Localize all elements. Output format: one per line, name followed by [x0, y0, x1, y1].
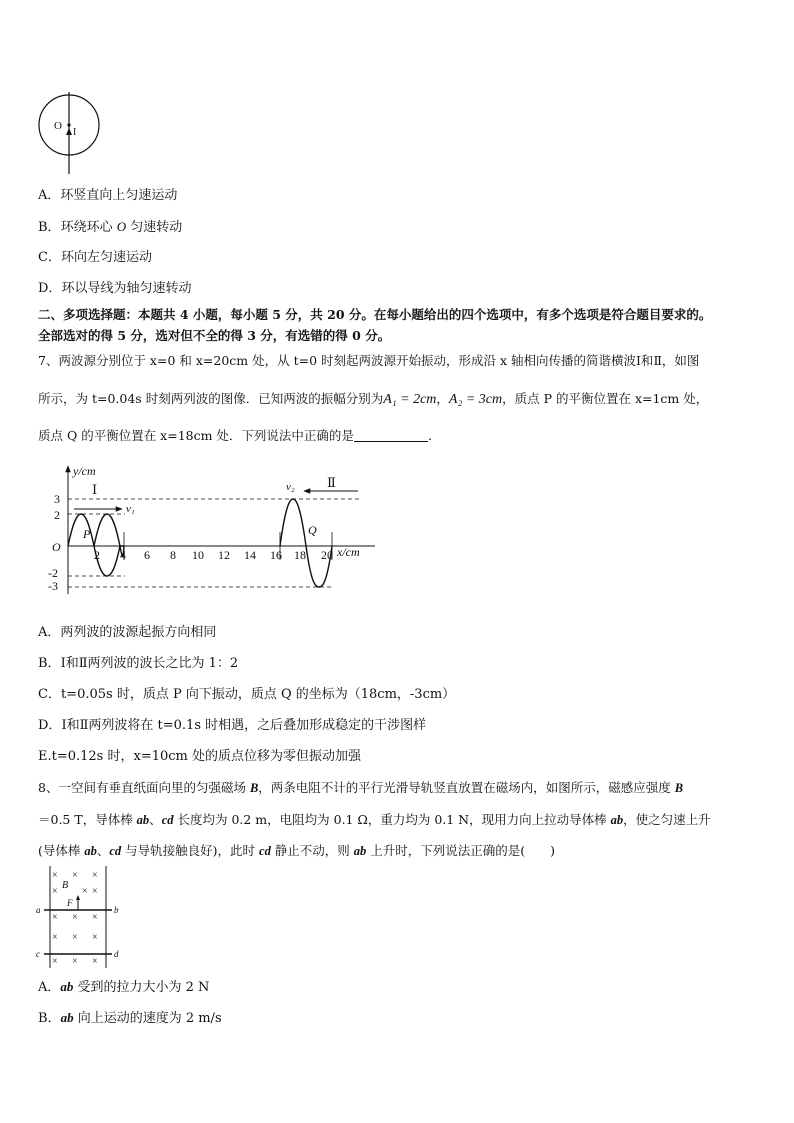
cross-mark: ×: [92, 886, 98, 897]
rail-label-c: c: [36, 949, 40, 959]
q7-option-d: D．Ⅰ和Ⅱ两列波将在 t=0.1s 时相遇，之后叠加形成稳定的干涉图样: [38, 718, 427, 733]
cross-mark: ×: [72, 932, 78, 943]
q8-option-b: B．ab 向上运动的速度为 2 m/s: [38, 1010, 222, 1026]
wave-2-label: Ⅱ: [327, 475, 336, 490]
ring-center-dot: [67, 123, 70, 126]
q7-line3: 质点 Q 的平衡位置在 x=18cm 处．下列说法中正确的是 ．: [38, 428, 441, 443]
cross-mark: ×: [72, 956, 78, 967]
q7-option-c: C．t=0.05s 时，质点 P 向下振动，质点 Q 的坐标为（18cm，-3cm）: [38, 687, 456, 702]
q7-line1: 7、两波源分别位于 x=0 和 x=20cm 处，从 t=0 时刻起两波源开始振动，形成沿 x 轴相向传播的简谐横波Ⅰ和Ⅱ，如图: [38, 353, 700, 368]
q6-option-a: A．环竖直向上匀速运动: [38, 188, 178, 203]
x-tick-12: 12: [218, 548, 230, 562]
wave-1-label: Ⅰ: [92, 482, 98, 497]
amplitude-a2: A₂ = 3cm: [448, 392, 503, 407]
y-axis-label: y/cm: [73, 464, 96, 478]
q6-option-d: D．环以导线为轴匀速转动: [38, 281, 192, 296]
q6-option-b: B．环绕环心 O 匀速转动: [38, 219, 183, 235]
rail-figure: [36, 866, 122, 970]
wave-figure: [40, 462, 390, 602]
q7-option-a: A．两列波的波源起振方向相同: [38, 625, 217, 640]
cross-mark: ×: [52, 870, 58, 881]
cross-mark: ×: [92, 870, 98, 881]
q8-line1: 8、一空间有垂直纸面向里的匀强磁场 B，两条电阻不计的平行光滑导轨竖直放置在磁场内，如图所示，磁感应强度 B: [38, 780, 684, 795]
x-tick-2: 2: [94, 548, 100, 562]
amplitude-a1: A₁ = 2cm: [383, 392, 437, 407]
q7-line2: 所示，为 t=0.04s 时刻两列波的图像．已知两波的振幅分别为A₁ = 2cm，A₂ = 3cm，质点 P 的平衡位置在 x=1cm 处，: [38, 391, 709, 407]
q8-line2: ＝0.5 T，导体棒 ab、cd 长度均为 0.2 m，电阻均为 0.1 Ω，重力均为 0.1 N，现用力向上拉动导体棒 ab，使之匀速上升: [38, 812, 711, 827]
rail-label-f: F: [67, 898, 73, 908]
cross-mark: ×: [72, 870, 78, 881]
x-tick-16: 16: [270, 548, 282, 562]
cross-mark: ×: [52, 912, 58, 923]
x-tick-18: 18: [294, 548, 306, 562]
x-tick-10: 10: [192, 548, 204, 562]
current-arrow-icon: [66, 128, 72, 135]
force-arrowhead-icon: [76, 895, 80, 900]
x-tick-14: 14: [244, 548, 256, 562]
x-tick-8: 8: [170, 548, 176, 562]
v1-label: v₁: [126, 503, 135, 515]
origin-label: O: [52, 540, 61, 554]
wave-2-curve: [280, 499, 332, 587]
q7-option-e: E.t=0.12s 时，x=10cm 处的质点位移为零但振动加强: [38, 749, 361, 764]
point-q-label: Q: [308, 523, 317, 537]
cross-mark: ×: [52, 956, 58, 967]
rail-label-a: a: [36, 905, 41, 915]
v2-label: v₂: [286, 481, 295, 493]
y-tick-3: 3: [54, 492, 60, 506]
wave-1-curve: [68, 514, 124, 576]
rail-label-b-field: B: [62, 880, 69, 891]
x-tick-4: 4: [120, 548, 126, 562]
ring-wire-figure: [36, 92, 106, 176]
section2-line1: 二、多项选择题：本题共 4 小题，每小题 5 分，共 20 分。在每小题给出的四个选项中，有多个选项是符合题目要求的。: [38, 307, 712, 322]
section2-line2: 全部选对的得 5 分，选对但不全的得 3 分，有选错的得 0 分。: [38, 328, 391, 343]
answer-blank: [354, 427, 428, 442]
y-tick-neg2: -2: [48, 566, 58, 580]
field-crosses: [52, 870, 98, 967]
ring-label-o: O: [54, 120, 62, 132]
cross-mark: ×: [92, 912, 98, 923]
q8-option-a: A．ab 受到的拉力大小为 2 N: [38, 979, 210, 995]
ring-label-i: I: [73, 127, 77, 138]
q8-line3: (导体棒 ab、cd 与导轨接触良好)，此时 cd 静止不动，则 ab 上升时，下列说法正确的是( ): [38, 843, 556, 858]
cross-mark: ×: [72, 912, 78, 923]
cross-mark: ×: [92, 956, 98, 967]
point-p-label: P: [83, 527, 91, 541]
cross-mark: ×: [52, 932, 58, 943]
cross-mark: ×: [92, 932, 98, 943]
q6-option-c: C．环向左匀速运动: [38, 250, 152, 265]
y-tick-neg3: -3: [48, 579, 58, 593]
y-tick-2: 2: [54, 508, 60, 522]
rail-label-b: b: [114, 905, 119, 915]
cross-mark: ×: [52, 886, 58, 897]
x-ticks: [94, 548, 333, 562]
cross-mark: ×: [82, 886, 88, 897]
x-axis-label: x/cm: [337, 545, 360, 559]
q7-option-b: B．Ⅰ和Ⅱ两列波的波长之比为 1：2: [38, 656, 239, 671]
x-tick-20: 20: [321, 548, 333, 562]
rail-label-d: d: [114, 949, 119, 959]
x-tick-6: 6: [144, 548, 150, 562]
